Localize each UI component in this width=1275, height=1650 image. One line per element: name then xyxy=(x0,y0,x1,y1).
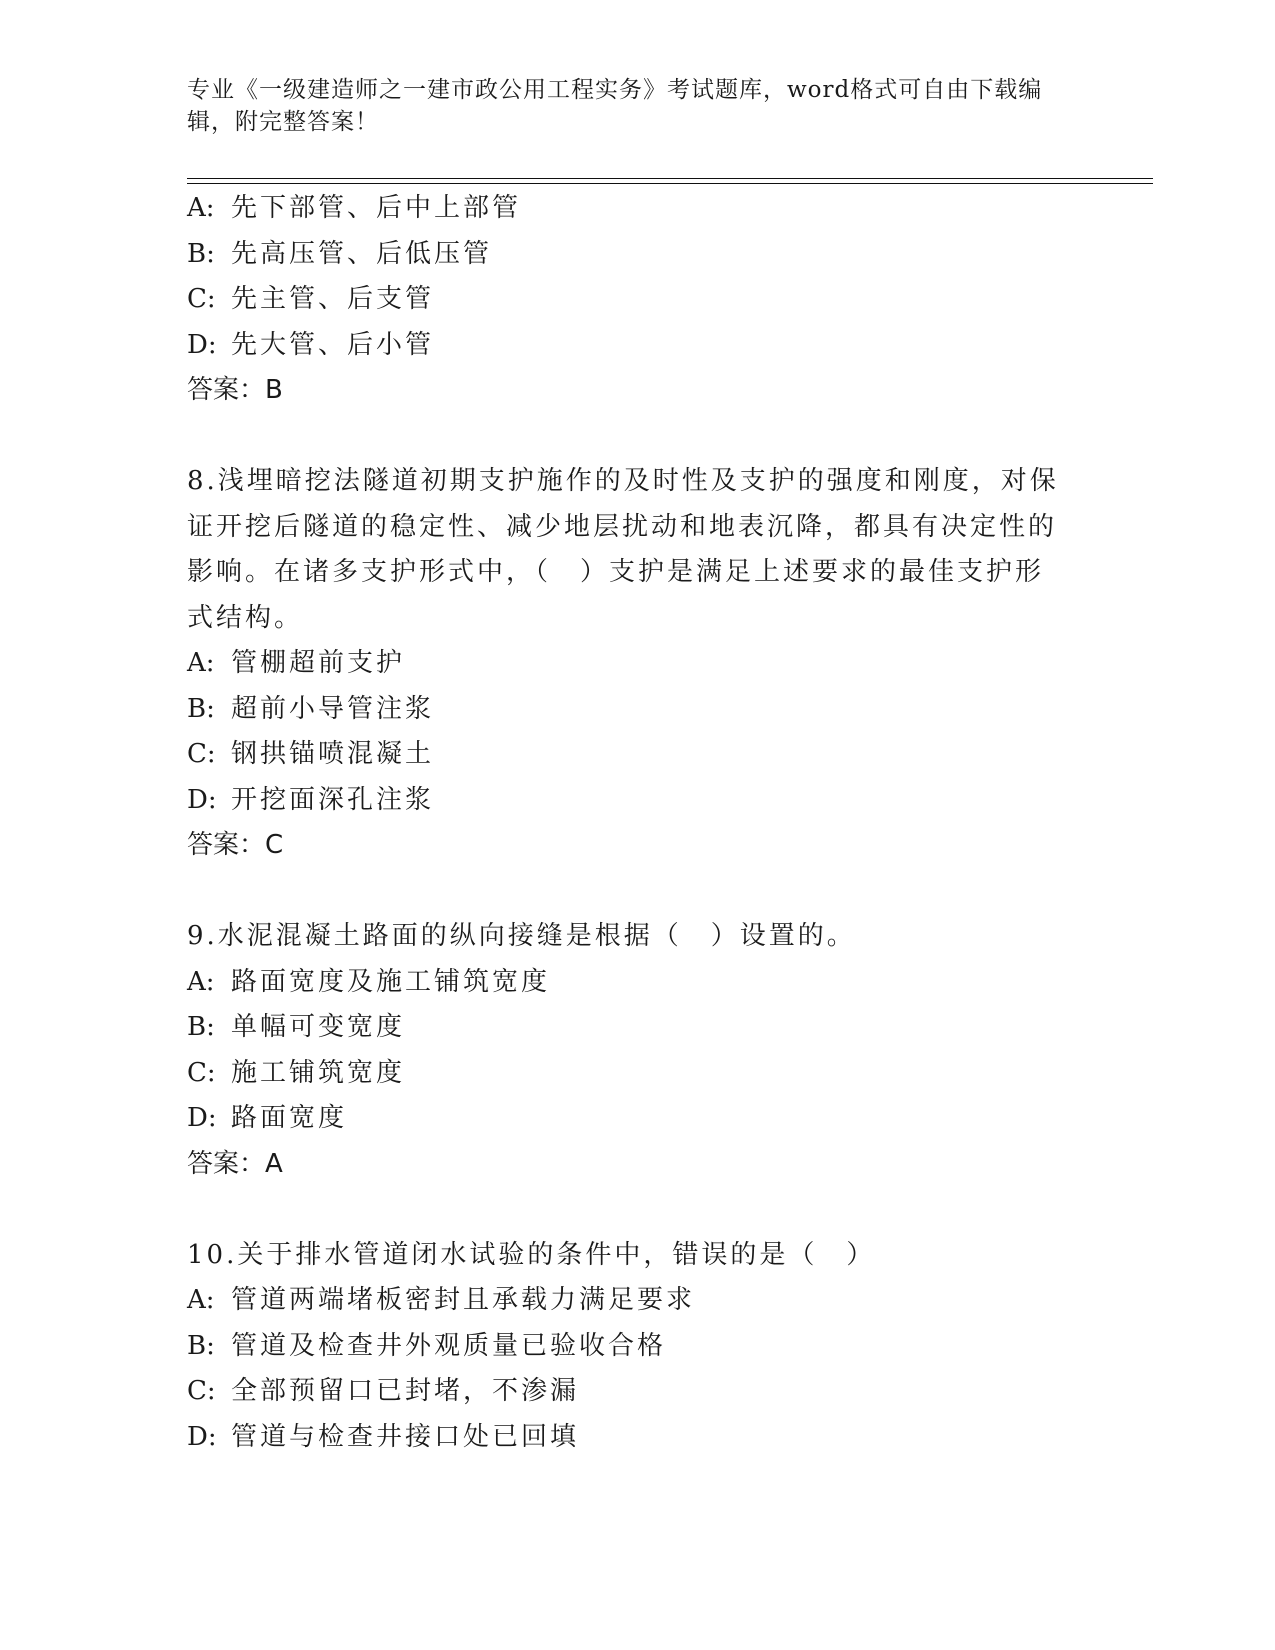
option-label: B: xyxy=(187,1012,215,1042)
option-text: 先主管、后支管 xyxy=(231,284,435,314)
option-a xyxy=(187,186,1087,232)
option-label: C: xyxy=(187,739,216,769)
option-text: 管道及检查井外观质量已验收合格 xyxy=(231,1330,667,1361)
option-label: A: xyxy=(187,1285,215,1315)
question-stem: 9.水泥混凝土路面的纵向接缝是根据（ ）设置的。 xyxy=(187,921,856,951)
option-d xyxy=(187,1096,1087,1142)
option-text: 开挖面深孔注浆 xyxy=(231,784,435,815)
option-text: 全部预留口已封堵，不渗漏 xyxy=(231,1376,580,1406)
option-text: 超前小导管注浆 xyxy=(231,693,435,724)
option-label: D: xyxy=(187,1421,217,1452)
question-stem-line: 式结构。 xyxy=(187,602,304,633)
option-text: 管道两端堵板密封且承载力满足要求 xyxy=(231,1285,696,1315)
page-header: 专业《一级建造师之一建市政公用工程实务》考试题库，word格式可自由下载编辑，附完整答案！ xyxy=(187,77,1043,135)
option-label: B: xyxy=(187,693,215,724)
option-b xyxy=(187,232,1087,278)
spacer xyxy=(187,869,1087,915)
option-d xyxy=(187,778,1087,824)
answer-line: 答案：A xyxy=(187,1148,283,1179)
option-c xyxy=(187,1369,1087,1415)
spacer xyxy=(187,414,1087,460)
option-a xyxy=(187,1278,1087,1324)
question-7 xyxy=(187,186,1087,414)
option-label: D: xyxy=(187,784,217,815)
spacer xyxy=(187,1187,1087,1233)
answer-line: 答案：C xyxy=(187,830,284,860)
option-c xyxy=(187,1051,1087,1097)
option-text: 路面宽度及施工铺筑宽度 xyxy=(231,966,551,997)
option-b xyxy=(187,1324,1087,1370)
question-stem-line: 8.浅埋暗挖法隧道初期支护施作的及时性及支护的强度和刚度，对保 xyxy=(187,466,1059,496)
question-stem-line: 影响。在诸多支护形式中，（ ）支护是满足上述要求的最佳支护形 xyxy=(187,557,1045,587)
question-stem: 10.关于排水管道闭水试验的条件中，错误的是（ ） xyxy=(187,1239,876,1270)
option-label: A: xyxy=(187,966,215,997)
option-a xyxy=(187,641,1087,687)
option-text: 路面宽度 xyxy=(231,1103,348,1133)
option-text: 单幅可变宽度 xyxy=(231,1012,406,1042)
option-label: B: xyxy=(187,238,215,269)
option-b xyxy=(187,1005,1087,1051)
option-d xyxy=(187,1415,1087,1461)
option-label: D: xyxy=(187,329,217,360)
option-c xyxy=(187,732,1087,778)
option-text: 管棚超前支护 xyxy=(231,648,406,678)
option-text: 先下部管、后中上部管 xyxy=(231,193,522,223)
question-8 xyxy=(187,459,1087,869)
option-label: B: xyxy=(187,1330,215,1361)
option-d xyxy=(187,323,1087,369)
answer-line: 答案：B xyxy=(187,375,283,405)
option-text: 钢拱锚喷混凝土 xyxy=(231,739,435,769)
option-text: 先大管、后小管 xyxy=(231,329,435,360)
option-text: 管道与检查井接口处已回填 xyxy=(231,1421,580,1452)
option-label: C: xyxy=(187,1376,216,1406)
option-label: D: xyxy=(187,1103,217,1133)
header-divider xyxy=(187,178,1153,184)
question-10 xyxy=(187,1233,1087,1461)
option-label: C: xyxy=(187,1057,216,1088)
option-text: 施工铺筑宽度 xyxy=(231,1057,406,1088)
question-stem-line: 证开挖后隧道的稳定性、减少地层扰动和地表沉降，都具有决定性的 xyxy=(187,511,1058,542)
question-list xyxy=(187,186,1087,1460)
option-text: 先高压管、后低压管 xyxy=(231,238,493,269)
option-label: A: xyxy=(187,193,215,223)
question-9 xyxy=(187,914,1087,1187)
option-label: A: xyxy=(187,648,215,678)
option-a xyxy=(187,960,1087,1006)
option-c xyxy=(187,277,1087,323)
option-label: C: xyxy=(187,284,216,314)
option-b xyxy=(187,687,1087,733)
